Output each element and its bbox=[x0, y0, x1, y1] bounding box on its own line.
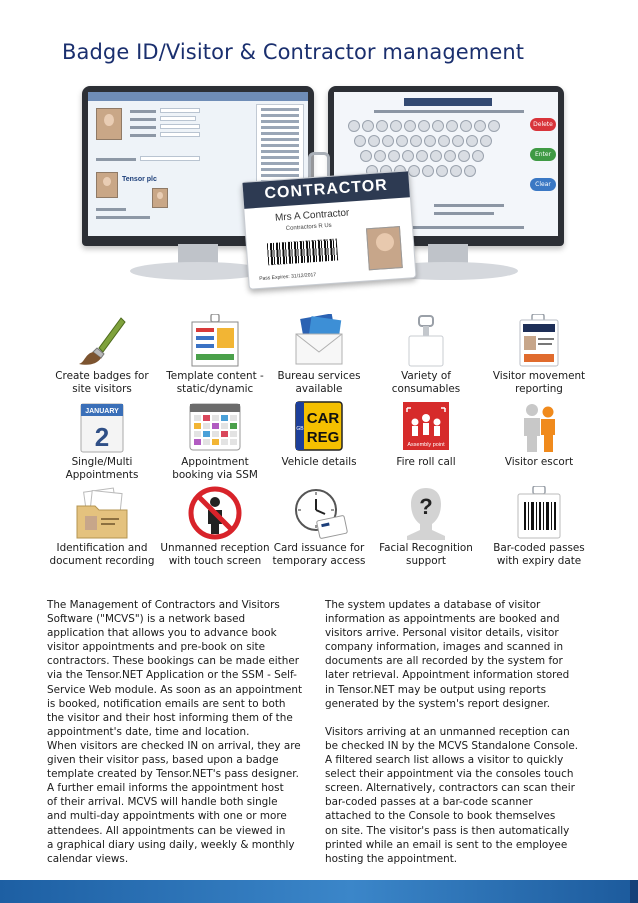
face-question-icon bbox=[395, 486, 457, 540]
feature-label: Single/Multi Appointments bbox=[65, 456, 139, 481]
assembly-text: Assembly point bbox=[407, 442, 445, 448]
footer-bar bbox=[0, 880, 638, 903]
feature-label: Appointment booking via SSM bbox=[172, 456, 258, 481]
feature-item bbox=[47, 314, 157, 396]
body-text-right: The system updates a database of visitor information as appointments are booked and visitors arrive. Personal visitor details, visitor company information, images and scanned in documents are all recorded by the system for later retrieval. Appointment information stored in Tensor.NET may be output using reports generated by the system's report designer. Visitors arriving at an unmanned reception can be checked IN by the MCVS Standalone Console. A filtered search list allows a visitor to quickly select their appointment via the consoles touch screen. Alternatively, contractors can scan their bar-coded passes at a bar-code scanner attached to the Console to book themselves on site. The visitor's pass is then automatically printed while an email is sent to the employee hosting the appointment. bbox=[325, 599, 579, 865]
badge-photo bbox=[366, 226, 403, 270]
feature-item bbox=[484, 314, 594, 396]
feature-label: Variety of consumables bbox=[391, 370, 461, 395]
document-folder-icon bbox=[71, 486, 133, 540]
feature-item bbox=[47, 486, 157, 568]
template-badge-icon bbox=[184, 314, 246, 368]
feature-item bbox=[371, 486, 481, 568]
assembly-point-icon bbox=[395, 400, 457, 454]
feature-label: Bureau services available bbox=[277, 370, 361, 395]
badge-company: Contractors R Us bbox=[285, 222, 332, 233]
feature-item bbox=[264, 314, 374, 396]
svg-text:?: ? bbox=[419, 494, 433, 519]
barcode-pass-icon bbox=[508, 486, 570, 540]
badge-header: CONTRACTOR bbox=[243, 171, 410, 209]
feature-item bbox=[160, 486, 270, 568]
visitor-badge-icon bbox=[508, 314, 570, 368]
paintbrush-icon bbox=[71, 314, 133, 368]
feature-label: Bar-coded passes with expiry date bbox=[493, 542, 585, 567]
enter-key: Enter bbox=[530, 148, 556, 161]
body-text-left: The Management of Contractors and Visitors Software ("MCVS") is a network based application that allows you to advance book visitor appointments and pre-book on site contractors. These bookings can be made either via the Tensor.NET Application or the SSM - Self- Service Web module. As soon as an appointment is booked, notification emails are sent to both the visitor and their host informing them of the appointment's date, time and location. When visitors are checked IN on arrival, they are given their visitor pass, based upon a badge template created by Tensor.NET's pass designer. A further email informs the appointment host of their arrival. MCVS will handle both single and multi-day appointments with one or more attendees. All appointments can be viewed in a graphical diary using daily, weekly & monthly calendar views. bbox=[47, 599, 303, 865]
feature-item bbox=[484, 400, 594, 469]
clock-card-icon bbox=[288, 486, 350, 540]
feature-label: Identification and document recording bbox=[49, 542, 155, 567]
car-reg-country: GB bbox=[296, 426, 304, 432]
feature-label: Visitor movement reporting bbox=[492, 370, 586, 395]
feature-label: Facial Recognition support bbox=[379, 542, 473, 567]
badge-barcode bbox=[267, 238, 338, 265]
contractor-badge bbox=[241, 170, 416, 289]
feature-label: Template content - static/dynamic bbox=[166, 370, 264, 395]
employee-photo bbox=[96, 108, 122, 140]
feature-item bbox=[264, 400, 374, 469]
page-title: Badge ID/Visitor & Contractor management bbox=[62, 40, 525, 64]
feature-label: Card issuance for temporary access bbox=[272, 542, 366, 567]
booking-calendar-icon bbox=[184, 400, 246, 454]
feature-label: Vehicle details bbox=[281, 456, 357, 468]
feature-label: Create badges for site visitors bbox=[55, 370, 149, 395]
svg-text:REG: REG bbox=[306, 429, 340, 446]
badge-expiry: Pass Expires: 31/12/2017 bbox=[259, 272, 317, 282]
feature-item bbox=[160, 400, 270, 482]
delete-key: Delete bbox=[530, 118, 556, 131]
feature-item bbox=[47, 400, 157, 482]
bureau-envelope-icon bbox=[288, 314, 350, 368]
lanyard-clip-icon bbox=[395, 314, 457, 368]
no-entry-person-icon bbox=[184, 486, 246, 540]
feature-label: Visitor escort bbox=[504, 456, 574, 468]
escort-people-icon bbox=[508, 400, 570, 454]
clear-key: Clear bbox=[530, 178, 556, 191]
feature-item bbox=[484, 486, 594, 568]
tensor-logo-text: Tensor plc bbox=[122, 176, 157, 183]
feature-item bbox=[264, 486, 374, 568]
calendar-icon bbox=[71, 400, 133, 454]
feature-label: Unmanned reception with touch screen bbox=[160, 542, 270, 567]
calendar-month: JANUARY bbox=[85, 408, 119, 415]
hero-image bbox=[60, 76, 582, 298]
calendar-day: 2 bbox=[94, 422, 110, 452]
svg-text:CAR: CAR bbox=[306, 410, 340, 427]
feature-item bbox=[160, 314, 270, 396]
feature-item bbox=[371, 314, 481, 396]
touch-keypad bbox=[348, 120, 528, 180]
feature-label: Fire roll call bbox=[396, 456, 456, 468]
feature-item bbox=[371, 400, 481, 469]
badge-name: Mrs A Contractor bbox=[274, 207, 350, 224]
car-reg-plate-icon bbox=[288, 400, 350, 454]
